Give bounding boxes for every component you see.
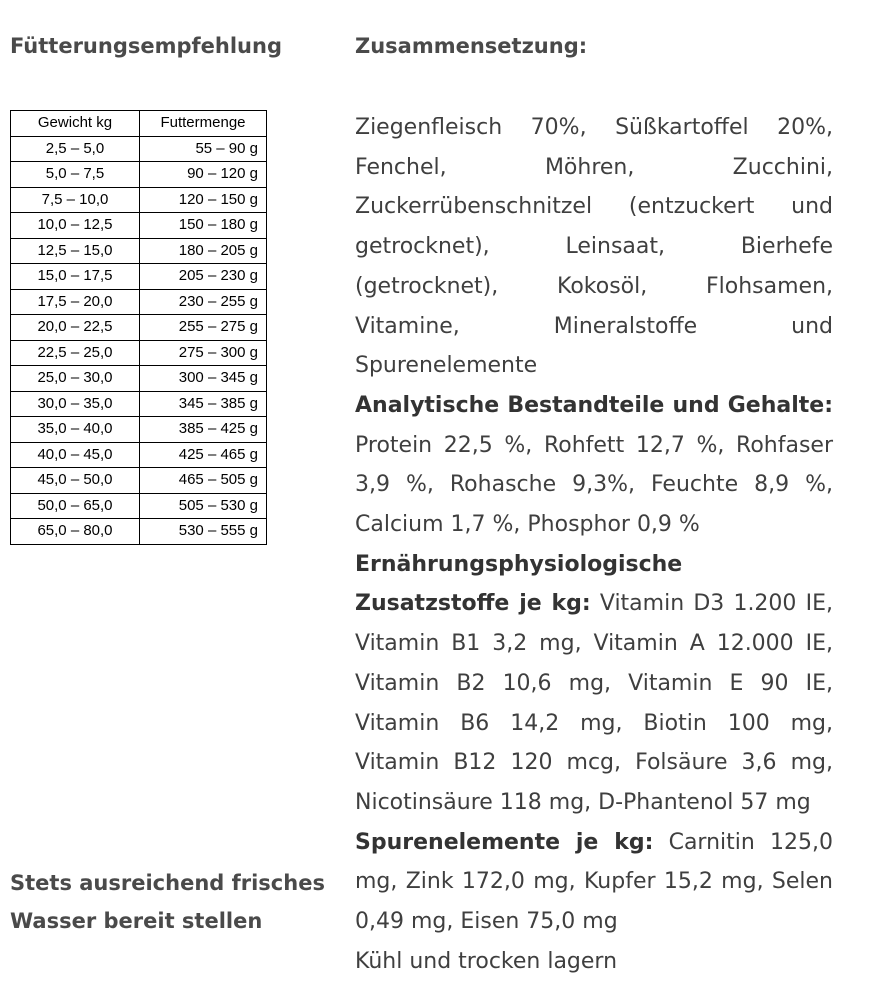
weight-cell: 15,0 – 17,5 (11, 264, 140, 290)
feeding-title: Fütterungsempfehlung (10, 34, 282, 58)
amount-cell: 180 – 205 g (140, 238, 267, 264)
header-weight: Gewicht kg (11, 111, 140, 137)
amount-cell: 300 – 345 g (140, 366, 267, 392)
table-row (11, 136, 267, 162)
analytic-paragraph (355, 386, 833, 545)
table-row (11, 238, 267, 264)
amount-cell: 150 – 180 g (140, 213, 267, 239)
trace-heading: Spurenelemente je kg: (355, 829, 654, 855)
weight-cell: 2,5 – 5,0 (11, 136, 140, 162)
water-note (10, 864, 325, 940)
water-note-line-1: Stets ausreichend frisches (10, 871, 325, 895)
table-header-row (11, 111, 267, 137)
table-row (11, 315, 267, 341)
storage-note: Kühl und trocken lagern (355, 948, 618, 974)
amount-cell: 230 – 255 g (140, 289, 267, 315)
weight-cell: 45,0 – 50,0 (11, 468, 140, 494)
table-row (11, 519, 267, 545)
amount-cell: 385 – 425 g (140, 417, 267, 443)
amount-cell: 275 – 300 g (140, 340, 267, 366)
table-row (11, 289, 267, 315)
trace-paragraph (355, 823, 833, 942)
weight-cell: 35,0 – 40,0 (11, 417, 140, 443)
additives-text: Vitamin D3 1.200 IE, Vitamin B1 3,2 mg, Vitamin A 12.000 IE, Vitamin B2 10,6 mg, Vitamin E 90 IE, Vitamin B6 14,2 mg, Biotin 100 mg, Vitamin B12 120 mcg, Folsäure 3,6 mg, Nicotinsäure 118 mg, D-Phantenol 57 mg (355, 591, 833, 815)
amount-cell: 425 – 465 g (140, 442, 267, 468)
amount-cell: 465 – 505 g (140, 468, 267, 494)
amount-cell: 255 – 275 g (140, 315, 267, 341)
table-row (11, 417, 267, 443)
table-row (11, 391, 267, 417)
feeding-table (10, 110, 267, 545)
analytic-heading: Analytische Bestandteile und Gehalte: (355, 392, 833, 418)
weight-cell: 65,0 – 80,0 (11, 519, 140, 545)
amount-cell: 530 – 555 g (140, 519, 267, 545)
table-row (11, 340, 267, 366)
composition-body (355, 108, 833, 981)
table-row (11, 493, 267, 519)
amount-cell: 55 – 90 g (140, 136, 267, 162)
weight-cell: 12,5 – 15,0 (11, 238, 140, 264)
header-amount: Futtermenge (140, 111, 267, 137)
amount-cell: 120 – 150 g (140, 187, 267, 213)
amount-cell: 205 – 230 g (140, 264, 267, 290)
weight-cell: 7,5 – 10,0 (11, 187, 140, 213)
weight-cell: 20,0 – 22,5 (11, 315, 140, 341)
amount-cell: 505 – 530 g (140, 493, 267, 519)
table-row (11, 213, 267, 239)
analytic-text: Protein 22,5 %, Rohfett 12,7 %, Rohfaser 3,9 %, Rohasche 9,3%, Feuchte 8,9 %, Calcium 1,7 %, Phosphor 0,9 % (355, 432, 833, 538)
weight-cell: 25,0 – 30,0 (11, 366, 140, 392)
table-row (11, 187, 267, 213)
weight-cell: 22,5 – 25,0 (11, 340, 140, 366)
weight-cell: 17,5 – 20,0 (11, 289, 140, 315)
weight-cell: 40,0 – 45,0 (11, 442, 140, 468)
table-row (11, 162, 267, 188)
additives-heading: Ernährungsphysiologische Zusatzstoffe je kg: (355, 551, 683, 617)
table-row (11, 366, 267, 392)
weight-cell: 5,0 – 7,5 (11, 162, 140, 188)
composition-title: Zusammensetzung: (355, 34, 588, 58)
composition-text: Ziegenfleisch 70%, Süßkartoffel 20%, Fenchel, Möhren, Zucchini, Zuckerrübenschnitzel (entzuckert und getrocknet), Leinsaat, Bierhefe (getrocknet), Kokosöl, Flohsamen, Vitamine, Mineralstoffe und Spurenelemente (355, 115, 833, 379)
weight-cell: 50,0 – 65,0 (11, 493, 140, 519)
weight-cell: 10,0 – 12,5 (11, 213, 140, 239)
feeding-table-body (11, 136, 267, 544)
amount-cell: 345 – 385 g (140, 391, 267, 417)
water-note-line-2: Wasser bereit stellen (10, 909, 263, 933)
weight-cell: 30,0 – 35,0 (11, 391, 140, 417)
table-row (11, 468, 267, 494)
table-row (11, 264, 267, 290)
table-row (11, 442, 267, 468)
amount-cell: 90 – 120 g (140, 162, 267, 188)
additives-paragraph (355, 545, 833, 823)
trace-text: Carnitin 125,0 mg, Zink 172,0 mg, Kupfer 15,2 mg, Selen 0,49 mg, Eisen 75,0 mg (355, 829, 833, 935)
